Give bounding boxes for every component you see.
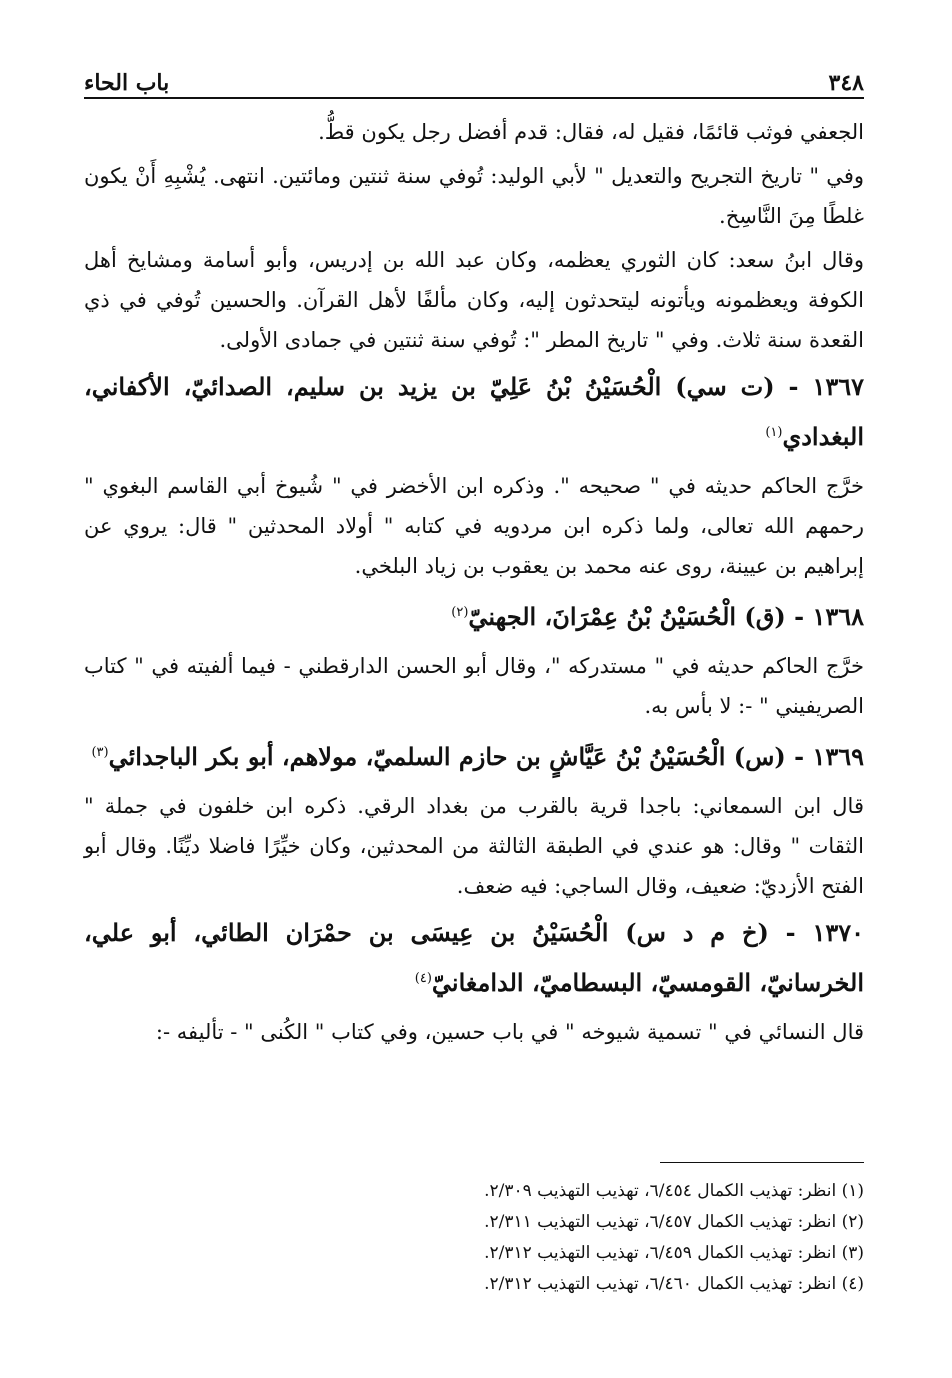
- entry-heading-1368: [84, 590, 864, 640]
- paragraph-5: خرَّج الحاكم حديثه في " مستدركه "، وقال أبو الحسن الدارقطني - فيما ألفيته في " كتاب الصريفيني " -: لا بأس به.: [84, 654, 864, 718]
- footnote-1: (١) انظر: تهذيب الكمال ٦/٤٥٤، تهذيب التهذيب ٢/٣٠٩.: [484, 1181, 864, 1201]
- entry-heading-1367: [84, 364, 864, 460]
- chapter-title: باب الحاء: [84, 70, 170, 96]
- page-number: ٣٤٨: [828, 70, 864, 96]
- footnote-3: (٣) انظر: تهذيب الكمال ٦/٤٥٩، تهذيب التهذيب ٢/٣١٢.: [484, 1243, 864, 1263]
- footnote-ref-4[interactable]: (٤): [414, 971, 432, 986]
- entry-title-1368: ١٣٦٨ - (ق) الْحُسَيْنُ بْنُ عِمْرَانَ، الجهنيّ: [468, 602, 864, 631]
- header-rule: [84, 97, 864, 99]
- paragraph-2: وفي " تاريخ التجريح والتعديل " لأبي الوليد: تُوفي سنة ثنتين ومائتين. انتهى. يُشْبِهِ أَنْ يكون غلطًا مِنَ النَّاسِخ.: [84, 164, 864, 228]
- running-head: [84, 56, 864, 96]
- footnote-4: (٤) انظر: تهذيب الكمال ٦/٤٦٠، تهذيب التهذيب ٢/٣١٢.: [484, 1274, 864, 1294]
- footnote-2: (٢) انظر: تهذيب الكمال ٦/٤٥٧، تهذيب التهذيب ٢/٣١١.: [484, 1212, 864, 1232]
- paragraph-7: قال النسائي في " تسمية شيوخه " في باب حسين، وفي كتاب " الكُنى " - تأليفه -:: [155, 1020, 864, 1044]
- entry-title-1370: ١٣٧٠ - (خ م د س) الْحُسَيْنُ بن عِيسَى بن حمْرَان الطائي، أبو علي، الخرسانيّ، القومسيّ، البسطاميّ، الدامغانيّ: [84, 918, 864, 997]
- entry-title-1367: ١٣٦٧ - (ت سي) الْحُسَيْنُ بْنُ عَلِيّ بن يزيد بن سليم، الصدائيّ، الأكفاني، البغدادي: [84, 372, 864, 451]
- entry-heading-1370: [84, 910, 864, 1006]
- paragraph-3: وقال ابنُ سعد: كان الثوري يعظمه، وكان عبد الله بن إدريس، وأبو أسامة ومشايخ أهل الكوفة ويعظمونه ويأتونه ليتحدثون إليه، وكان مألفًا لأهل القرآن. والحسين تُوفي في ذي القعدة سنة ثلاث. وفي " تاريخ المطر ": تُوفي سنة ثنتين في جمادى الأولى.: [84, 248, 864, 352]
- paragraph-1: الجعفي فوثب قائمًا، فقيل له، فقال: قدم أفضل رجل يكون قطُّ.: [318, 120, 864, 144]
- entry-title-1369: ١٣٦٩ - (س) الْحُسَيْنُ بْنُ عَيَّاشٍ بن حازم السلميّ، مولاهم، أبو بكر الباجدائي: [108, 742, 864, 771]
- entry-heading-1369: [84, 730, 864, 780]
- paragraph-6: قال ابن السمعاني: باجدا قرية بالقرب من بغداد الرقي. ذكره ابن خلفون في جملة " الثقات " وقال: هو عندي في الطبقة الثالثة من المحدثين، وكان خيِّرًا فاضلا ديِّنًا. وقال أبو الفتح الأزديّ: ضعيف، وقال الساجي: فيه ضعف.: [84, 794, 864, 898]
- footnote-ref-1[interactable]: (١): [765, 425, 783, 440]
- footnote-ref-3[interactable]: (٣): [91, 745, 109, 760]
- paragraph-4: خرَّج الحاكم حديثه في " صحيحه ". وذكره ابن الأخضر في " شُيوخ أبي القاسم البغوي " رحمهم الله تعالى، ولما ذكره ابن مردويه في كتابه " أولاد المحدثين " قال: يروي عن إبراهيم بن عيينة، روى عنه محمد بن يعقوب بن زياد البلخي.: [84, 474, 864, 578]
- footnote-ref-2[interactable]: (٢): [451, 605, 469, 620]
- footnote-separator: [660, 1162, 864, 1163]
- footnotes: [84, 1176, 864, 1300]
- main-text: [84, 112, 864, 1056]
